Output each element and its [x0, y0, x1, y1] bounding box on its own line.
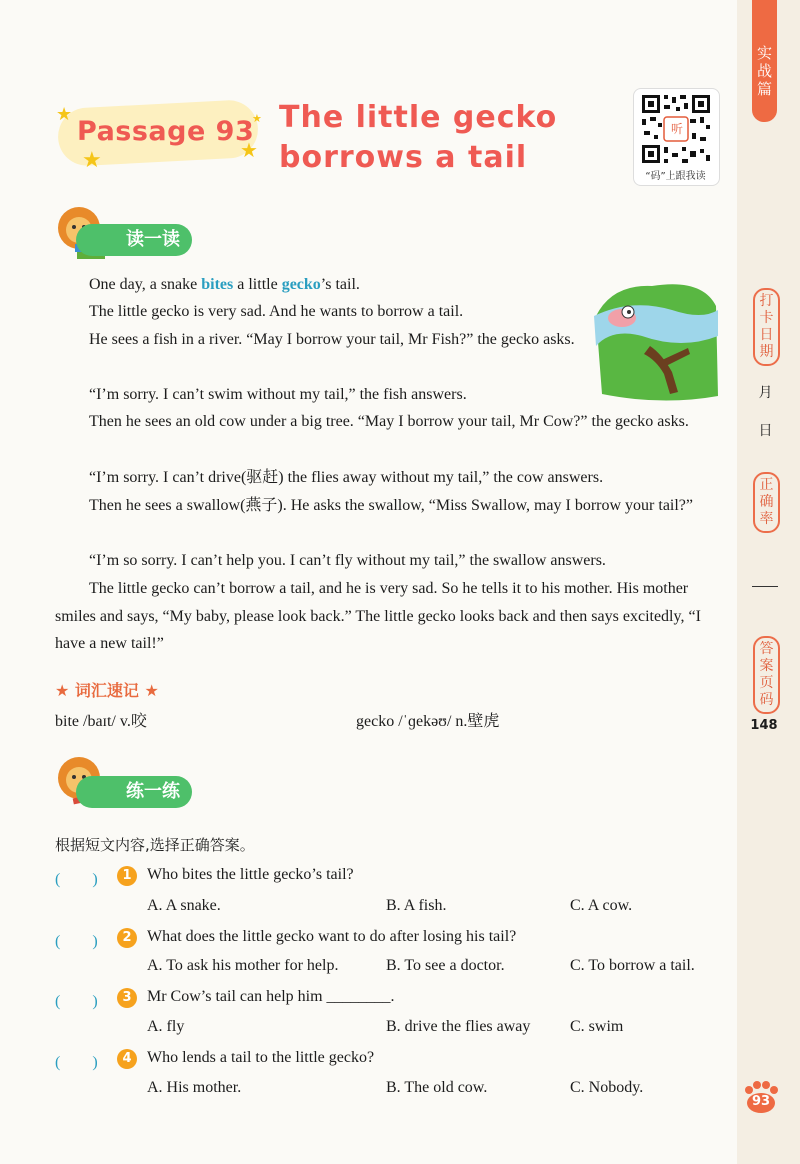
option-c[interactable]: C. swim — [570, 1018, 624, 1035]
question-text: Who bites the little gecko’s tail? — [147, 866, 354, 883]
read-section-label: 读一读 — [76, 224, 192, 256]
day-label: 日 — [758, 423, 773, 439]
star-icon: ★ — [240, 138, 258, 162]
answer-blank[interactable]: ( ) — [55, 1054, 98, 1071]
river-illustration — [592, 276, 720, 411]
option-b[interactable]: B. A fish. — [386, 897, 447, 914]
vocab-heading: ★ 词汇速记 ★ — [55, 681, 159, 700]
passage-label: Passage 93 — [77, 116, 255, 147]
page-title — [279, 98, 557, 178]
passage-para-3: He sees a fish in a river. “May I borrow your tail, Mr Fish?” the gecko asks. — [89, 331, 575, 348]
title-line-2: borrows a tail — [279, 140, 528, 175]
passage-para-6: “I’m sorry. I can’t drive(驱赶) the flies away without my tail,” the cow answers. — [89, 469, 604, 486]
title-line-1: The little gecko — [279, 100, 558, 135]
practice-section-label: 练一练 — [76, 776, 192, 808]
star-icon: ★ — [82, 148, 102, 173]
vocab-word-gecko: gecko — [281, 276, 321, 293]
qr-caption: “码”上跟我读 — [645, 171, 706, 182]
option-a[interactable]: A. fly — [147, 1018, 185, 1035]
section-tab-label: 实战篇 — [756, 44, 772, 98]
question-text: Mr Cow’s tail can help him ________. — [147, 988, 395, 1005]
paw-icon — [742, 1080, 780, 1114]
passage-para-5: Then he sees an old cow under a big tree. “May I borrow your tail, Mr Cow?” the gecko asks. — [89, 413, 689, 430]
vocab-item-gecko: gecko /ˈɡekəʊ/ n.壁虎 — [356, 713, 500, 730]
answer-blank[interactable]: ( ) — [55, 993, 98, 1010]
month-label: 月 — [758, 385, 773, 401]
accuracy-label: 正确率 — [753, 472, 780, 533]
side-strip — [737, 0, 800, 1164]
vocab-word-bites: bites — [201, 276, 234, 293]
question-text: Who lends a tail to the little gecko? — [147, 1049, 375, 1066]
passage-para-7: Then he sees a swallow(燕子). He asks the swallow, “Miss Swallow, may I borrow your tail?” — [89, 497, 694, 514]
practice-instruction: 根据短文内容,选择正确答案。 — [55, 836, 255, 854]
star-icon: ★ — [252, 112, 262, 125]
answer-page-label: 答案页码 — [753, 636, 780, 714]
answer-blank[interactable]: ( ) — [55, 871, 98, 888]
option-b[interactable]: B. To see a doctor. — [386, 957, 505, 974]
option-a[interactable]: A. His mother. — [147, 1079, 242, 1096]
checkin-date-label: 打卡日期 — [753, 288, 780, 366]
passage-para-8: “I’m so sorry. I can’t help you. I can’t fly without my tail,” the swallow answers. — [89, 552, 606, 569]
option-a[interactable]: A. To ask his mother for help. — [147, 957, 339, 974]
option-c[interactable]: C. A cow. — [570, 897, 633, 914]
option-b[interactable]: B. The old cow. — [386, 1079, 488, 1096]
question-number: 4 — [117, 1049, 137, 1069]
star-icon: ★ — [56, 104, 73, 125]
question-number: 3 — [117, 988, 137, 1008]
star-icon: ★ — [55, 681, 75, 700]
question-text: What does the little gecko want to do after losing his tail? — [147, 928, 517, 945]
answer-page-number: 148 — [750, 718, 778, 733]
option-c[interactable]: C. Nobody. — [570, 1079, 644, 1096]
option-a[interactable]: A. A snake. — [147, 897, 221, 914]
option-b[interactable]: B. drive the flies away — [386, 1018, 531, 1035]
passage-para-9: The little gecko can’t borrow a tail, and he is very sad. So he tells it to his mother. His mother smiles and says, “My baby, please look back.” The little gecko looks back and then says excitedly, “I have a new tail!” — [55, 580, 701, 652]
listen-icon: 听 — [670, 122, 683, 136]
question-number: 2 — [117, 928, 137, 948]
question-number: 1 — [117, 866, 137, 886]
passage-para-4: “I’m sorry. I can’t swim without my tail,” the fish answers. — [89, 386, 467, 403]
option-c[interactable]: C. To borrow a tail. — [570, 957, 695, 974]
passage-para-2: The little gecko is very sad. And he wants to borrow a tail. — [89, 303, 464, 320]
page-number: 93 — [751, 1094, 771, 1109]
answer-blank[interactable]: ( ) — [55, 933, 98, 950]
passage-line-1: One day, a snake bites a little gecko’s tail. — [89, 276, 360, 293]
vocab-item-bite: bite /baɪt/ v.咬 — [55, 713, 147, 730]
accuracy-blank — [752, 586, 778, 587]
star-icon: ★ — [138, 681, 159, 700]
